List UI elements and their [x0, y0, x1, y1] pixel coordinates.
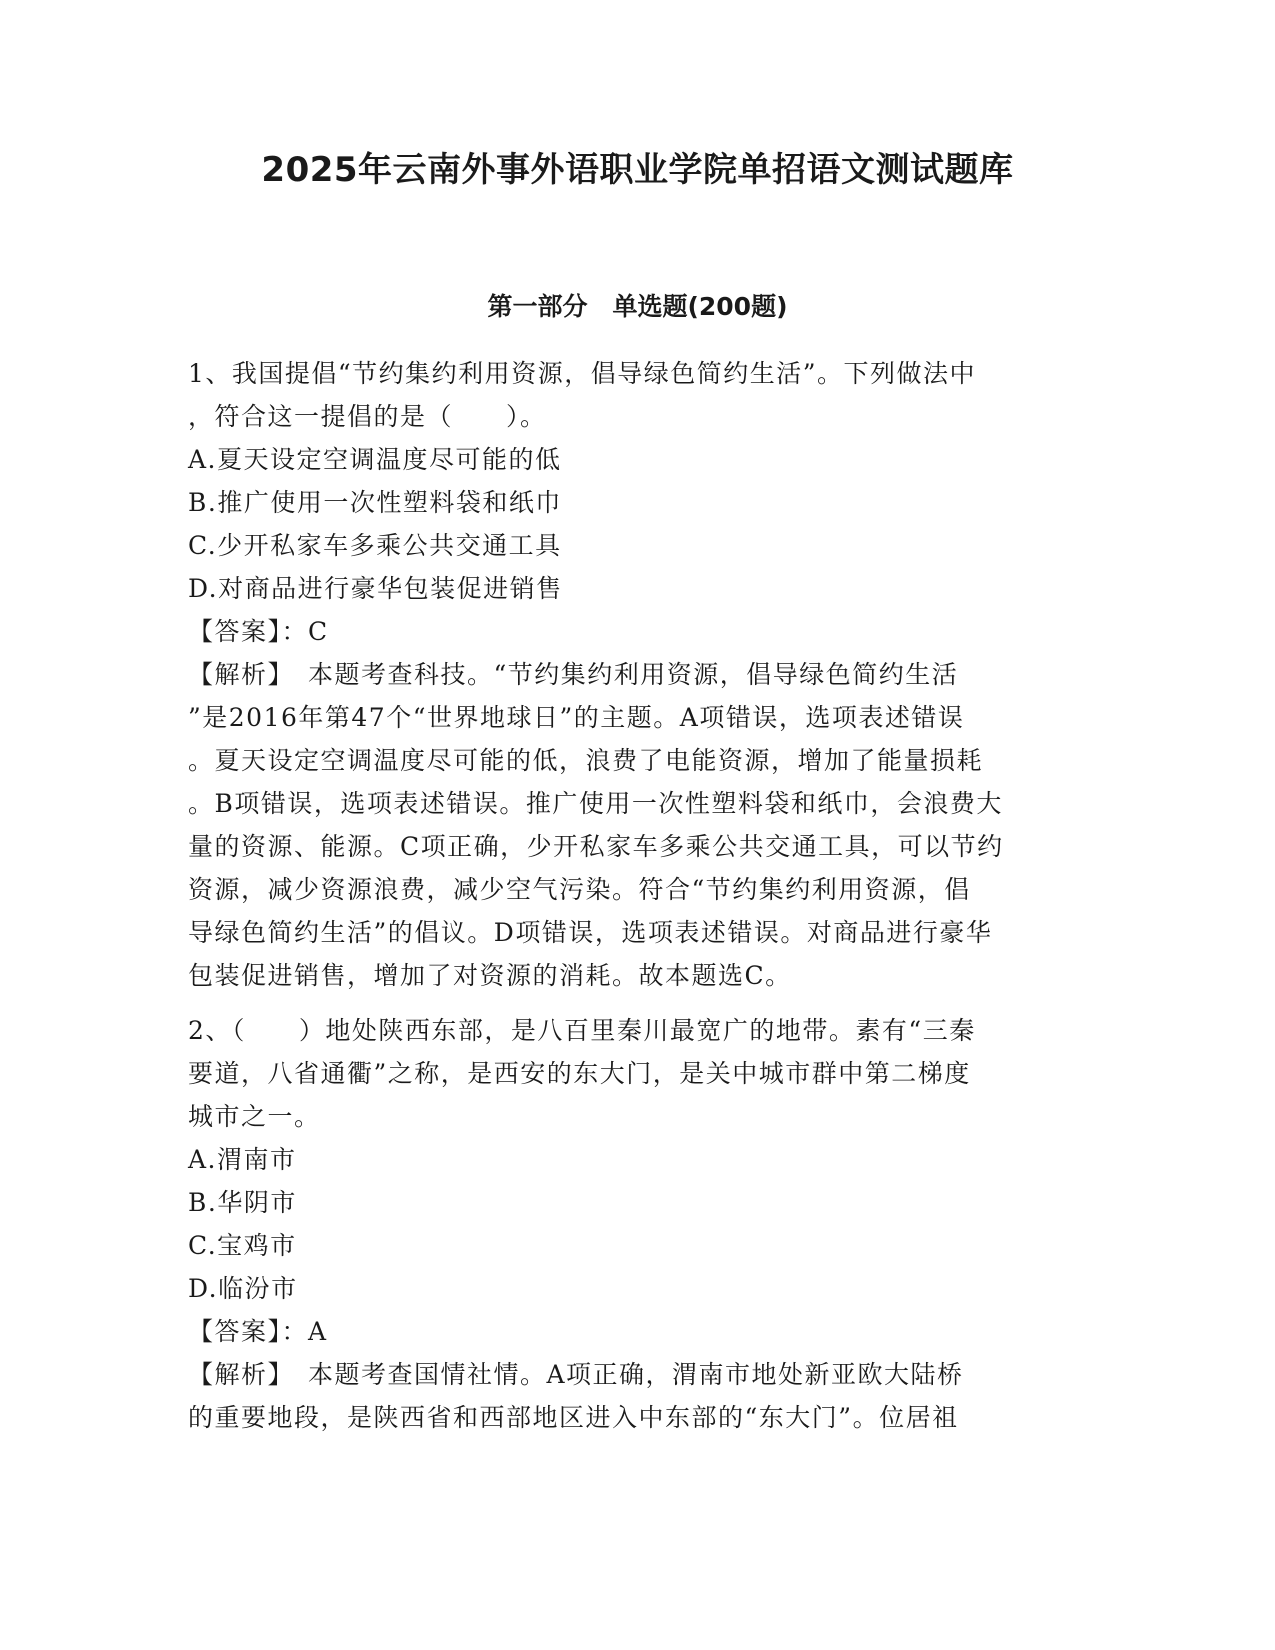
option-d: D.对商品进行豪华包装促进销售 [188, 574, 563, 603]
option-d: D.临汾市 [188, 1274, 298, 1303]
answer-line: 【答案】：A [188, 1317, 328, 1346]
analysis-block [188, 1353, 1088, 1439]
option-a: A.渭南市 [188, 1145, 297, 1174]
analysis-line: 【解析】 本题考查国情社情。A项正确，渭南市地处新亚欧大陆桥 [188, 1360, 964, 1389]
analysis-line: 导绿色简约生活”的倡议。D项错误，选项表述错误。对商品进行豪华 [188, 918, 993, 947]
analysis-line: 量的资源、能源。C项正确，少开私家车多乘公共交通工具，可以节约 [188, 832, 1004, 861]
question-2 [188, 1009, 1088, 1439]
question-stem [188, 1009, 1088, 1138]
question-stem-line: 1、我国提倡“节约集约利用资源，倡导绿色简约生活”。下列做法中 [188, 359, 976, 388]
option-b: B.华阴市 [188, 1188, 297, 1217]
option-c: C.少开私家车多乘公共交通工具 [188, 531, 562, 560]
analysis-line: 。夏天设定空调温度尽可能的低，浪费了电能资源，增加了能量损耗 [188, 746, 984, 775]
option-list [188, 1138, 1088, 1310]
option-c: C.宝鸡市 [188, 1231, 297, 1260]
option-list [188, 438, 1088, 610]
option-a: A.夏天设定空调温度尽可能的低 [188, 445, 562, 474]
question-stem-line: 要道，八省通衢”之称，是西安的东大门，是关中城市群中第二梯度 [188, 1059, 971, 1088]
analysis-block [188, 653, 1088, 997]
question-stem-line: 2、（ ）地处陕西东部，是八百里秦川最宽广的地带。素有“三秦 [188, 1016, 976, 1045]
document-title: 2025年云南外事外语职业学院单招语文测试题库 [261, 150, 1014, 190]
question-stem-line: 城市之一。 [188, 1102, 321, 1131]
analysis-line: 的重要地段，是陕西省和西部地区进入中东部的“东大门”。位居祖 [188, 1403, 959, 1432]
question-stem [188, 352, 1088, 438]
question-stem-line: ，符合这一提倡的是（ ）。 [188, 402, 547, 431]
section-title: 第一部分 单选题(200题) [487, 292, 788, 321]
analysis-line: 资源，减少资源浪费，减少空气污染。符合“节约集约利用资源，倡 [188, 875, 971, 904]
analysis-line: 。B项错误，选项表述错误。推广使用一次性塑料袋和纸巾，会浪费大 [188, 789, 1003, 818]
analysis-line: 包装促进销售，增加了对资源的消耗。故本题选C。 [188, 961, 792, 990]
answer-line: 【答案】：C [188, 617, 329, 646]
question-1 [188, 352, 1088, 997]
question-list [188, 352, 1088, 1451]
option-b: B.推广使用一次性塑料袋和纸巾 [188, 488, 562, 517]
analysis-line: 【解析】 本题考查科技。“节约集约利用资源，倡导绿色简约生活 [188, 660, 959, 689]
analysis-line: ”是2016年第47个“世界地球日”的主题。A项错误，选项表述错误 [188, 703, 965, 732]
